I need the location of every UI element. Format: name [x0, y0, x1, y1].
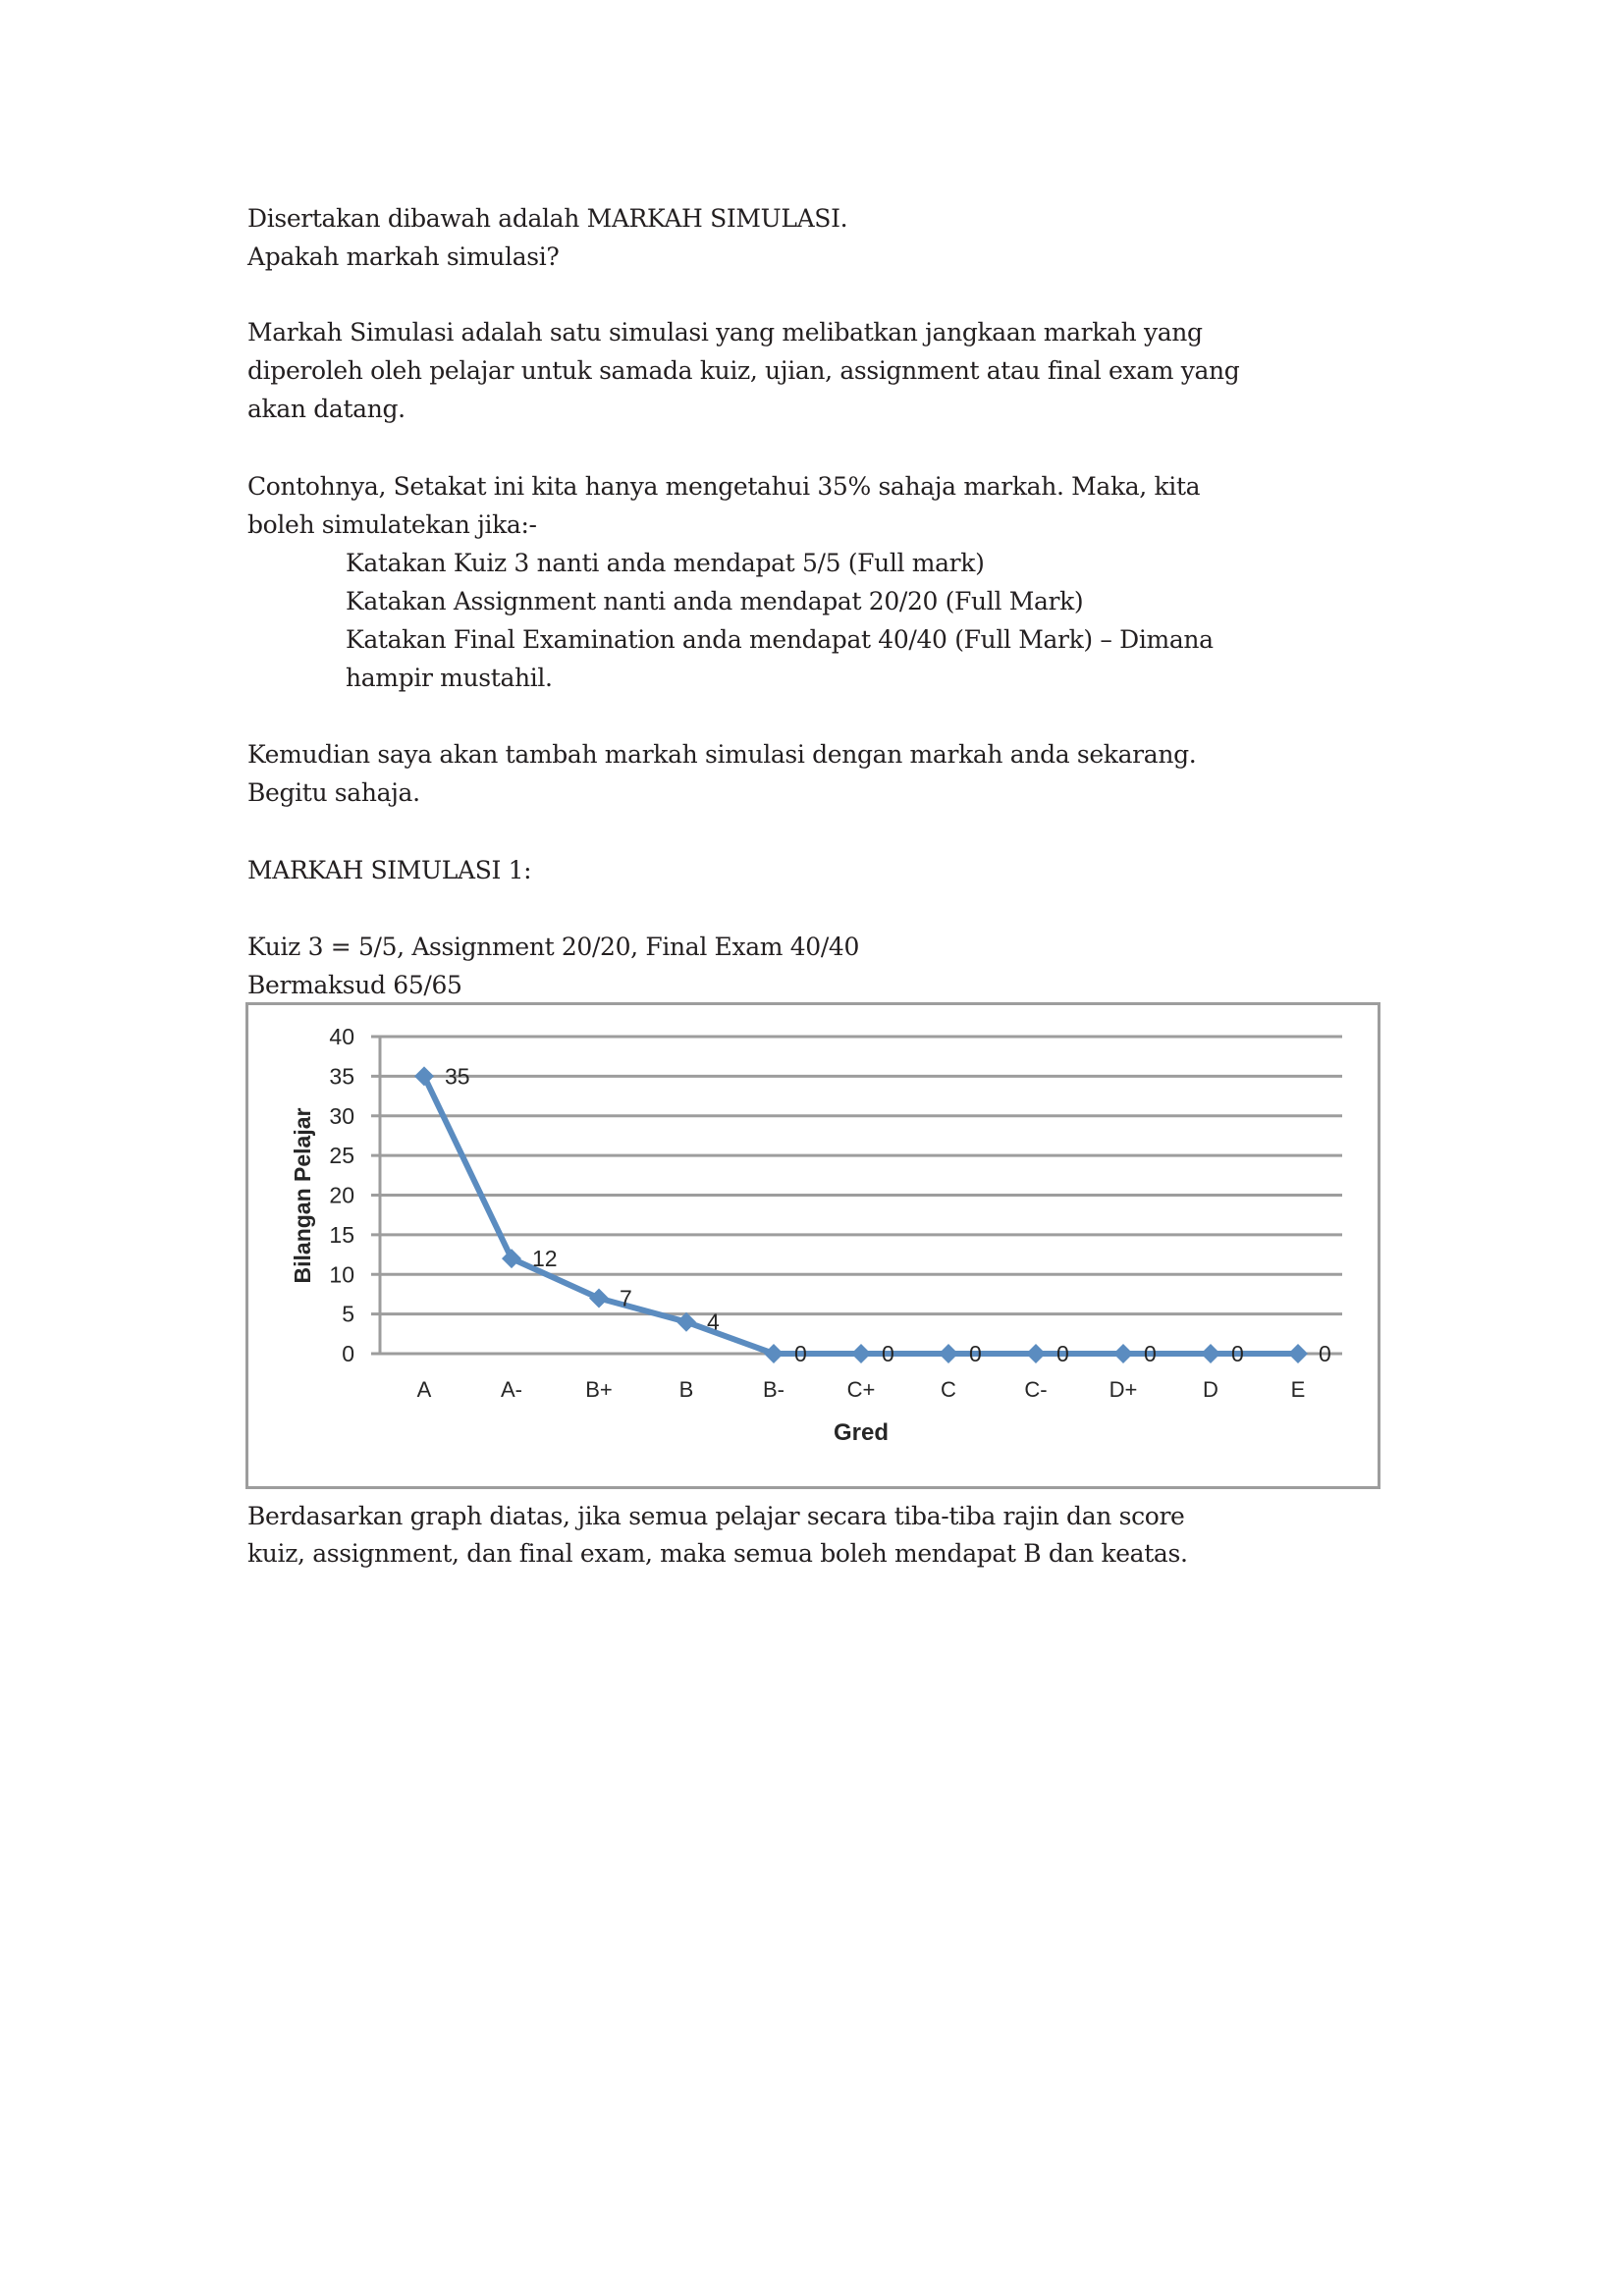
data-label-D: 0 [1231, 1341, 1244, 1366]
y-tick-label-30: 30 [329, 1102, 354, 1129]
simulation-total: Bermaksud 65/65 [247, 971, 462, 999]
x-tick-label-B: B [678, 1377, 694, 1402]
definition-line-1: Markah Simulasi adalah satu simulasi yang melibatkan jangkaan markah yang [247, 318, 1203, 347]
simulation-scores: Kuiz 3 = 5/5, Assignment 20/20, Final Exam 40/40 [247, 933, 860, 961]
data-point-D [1201, 1344, 1220, 1363]
data-label-D+: 0 [1144, 1341, 1157, 1366]
x-tick-label-A: A [416, 1377, 432, 1402]
x-tick-label-C+: C+ [846, 1377, 876, 1402]
x-tick-label-B+: B+ [585, 1377, 613, 1402]
y-tick-label-15: 15 [329, 1221, 354, 1248]
series-line [414, 1066, 1308, 1363]
y-axis-title: Bilangan Pelajar [290, 1107, 316, 1284]
simulation-heading: MARKAH SIMULASI 1: [247, 856, 532, 884]
example-line-2: boleh simulatekan jika:- [247, 510, 537, 539]
data-point-A [414, 1066, 434, 1086]
x-tick-label-E: E [1290, 1377, 1306, 1402]
conclusion-line-2: kuiz, assignment, dan final exam, maka semua boleh mendapat B dan keatas. [247, 1539, 1188, 1568]
data-point-B+ [589, 1288, 609, 1308]
y-tick-label-5: 5 [342, 1301, 354, 1327]
data-point-E [1288, 1344, 1308, 1363]
x-axis-title: Gred [833, 1419, 890, 1446]
method-line-1: Kemudian saya akan tambah markah simulasi dengan markah anda sekarang. [247, 740, 1197, 769]
assumption-final-exam: Katakan Final Examination anda mendapat 40/40 (Full Mark) – Dimana [346, 625, 1214, 654]
y-tick-label-0: 0 [342, 1341, 354, 1366]
data-point-C [939, 1344, 958, 1363]
assumption-final-exam-cont: hampir mustahil. [346, 664, 553, 692]
x-tick-label-C-: C- [1024, 1377, 1048, 1402]
x-tick-label-B-: B- [763, 1377, 784, 1402]
definition-line-3: akan datang. [247, 395, 406, 423]
grade-distribution-chart [248, 1005, 1378, 1486]
gridlines [371, 1037, 1342, 1354]
definition-line-2: diperoleh oleh pelajar untuk samada kuiz, ujian, assignment atau final exam yang [247, 356, 1240, 385]
intro-line: Disertakan dibawah adalah MARKAH SIMULASI. [247, 204, 848, 233]
example-line-1: Contohnya, Setakat ini kita hanya mengetahui 35% sahaja markah. Maka, kita [247, 472, 1201, 501]
method-line-2: Begitu sahaja. [247, 778, 420, 807]
assumption-assignment: Katakan Assignment nanti anda mendapat 20/20 (Full Mark) [346, 587, 1084, 615]
data-label-C+: 0 [882, 1341, 894, 1366]
x-tick-label-D+: D+ [1109, 1377, 1138, 1402]
data-label-A-: 12 [532, 1246, 558, 1272]
x-tick-label-C: C [941, 1377, 956, 1402]
data-label-C: 0 [969, 1341, 982, 1366]
series-line-path [424, 1076, 1298, 1354]
chart-frame [245, 1002, 1380, 1489]
assumption-kuiz: Katakan Kuiz 3 nanti anda mendapat 5/5 (Full mark) [346, 549, 985, 577]
data-point-B- [764, 1344, 784, 1363]
data-label-C-: 0 [1056, 1341, 1069, 1366]
data-point-A- [502, 1249, 521, 1268]
data-label-E: 0 [1319, 1341, 1331, 1366]
data-point-D+ [1113, 1344, 1133, 1363]
y-tick-label-35: 35 [329, 1063, 354, 1090]
x-tick-label-A-: A- [501, 1377, 522, 1402]
y-tick-label-20: 20 [329, 1182, 354, 1208]
data-point-C+ [851, 1344, 871, 1363]
labels [329, 1024, 1330, 1402]
y-tick-label-10: 10 [329, 1261, 354, 1288]
y-tick-label-40: 40 [329, 1024, 354, 1049]
data-label-B+: 7 [620, 1285, 632, 1311]
data-label-B-: 0 [794, 1341, 807, 1366]
y-tick-label-25: 25 [329, 1143, 354, 1169]
data-point-C- [1026, 1344, 1046, 1363]
question-line: Apakah markah simulasi? [247, 242, 560, 271]
data-label-A: 35 [445, 1063, 470, 1090]
x-tick-label-D: D [1203, 1377, 1218, 1402]
conclusion-line-1: Berdasarkan graph diatas, jika semua pelajar secara tiba-tiba rajin dan score [247, 1502, 1185, 1530]
data-label-B: 4 [707, 1308, 720, 1335]
